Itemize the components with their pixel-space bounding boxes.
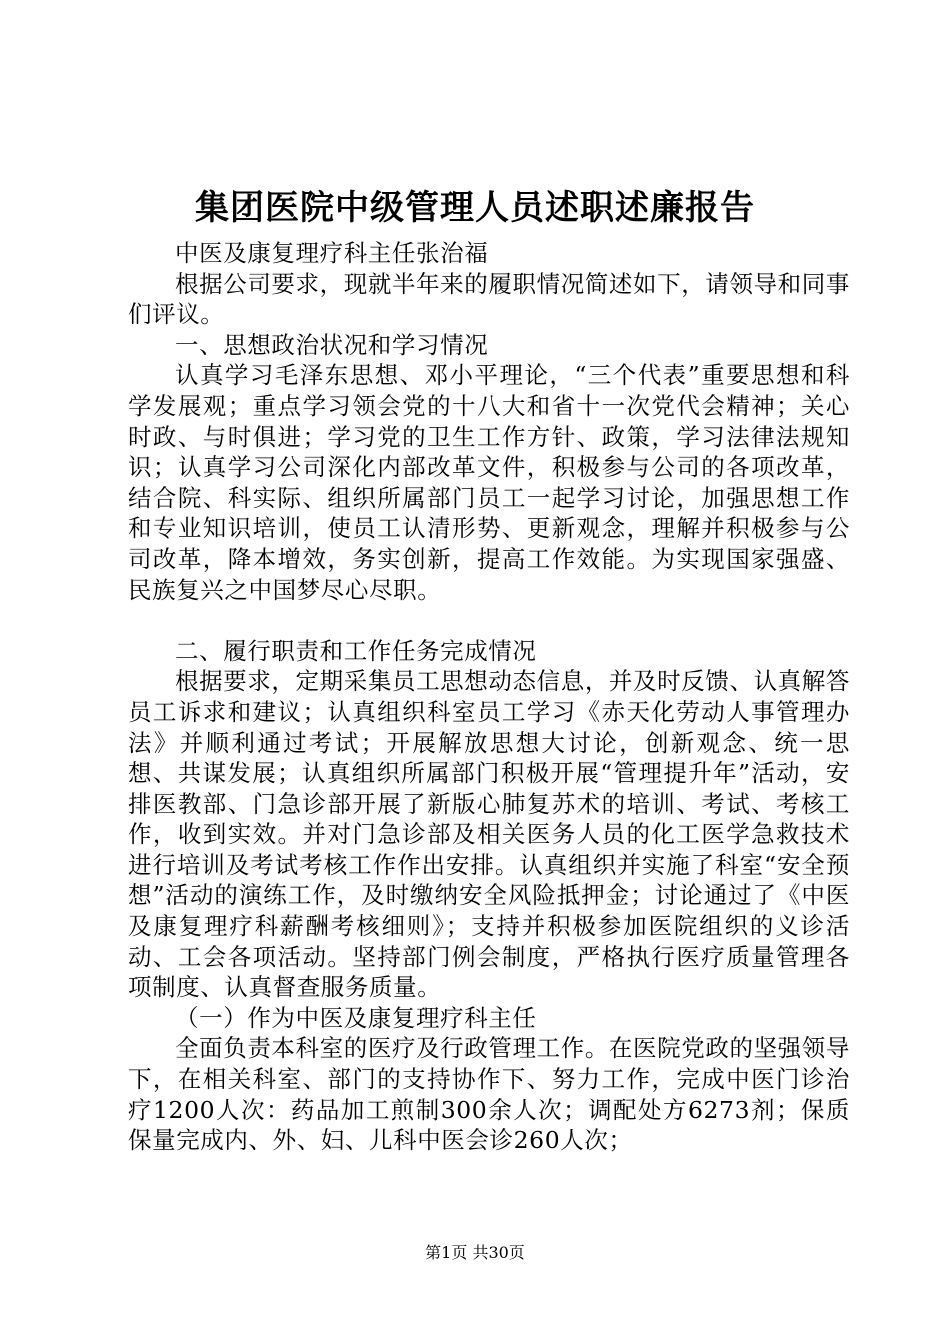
blank-line xyxy=(128,605,850,636)
intro-paragraph: 根据公司要求，现就半年来的履职情况简述如下，请领导和同事们评议。 xyxy=(128,269,850,329)
author-line: 中医及康复理疗科主任张治福 xyxy=(175,239,489,267)
document-title: 集团医院中级管理人员述职述廉报告 xyxy=(195,188,755,228)
page-footer: 第1页 共30页 xyxy=(425,1243,525,1262)
section-2-paragraph: 根据要求，定期采集员工思想动态信息，并及时反馈、认真解答员工诉求和建议；认真组织科室员工学习《赤天化劳动人事管理办法》并顺利通过考试；开展解放思想大讨论，创新观念、统一思想、共谋发展；认真组织所属部门积极开展“管理提升年”活动，安排医教部、门急诊部开展了新版心肺复苏术的培训、考试、考核工作，收到实效。并对门急诊部及相关医务人员的化工医学急救技术进行培训及考试考核工作作出安排。认真组织并实施了科室“安全预想”活动的演练工作，及时缴纳安全风险抵押金；讨论通过了《中医及康复理疗科薪酬考核细则》；支持并积极参加医院组织的义诊活动、工会各项活动。坚持部门例会制度，严格执行医疗质量管理各项制度、认真督查服务质量。 xyxy=(128,667,850,1002)
document-body xyxy=(128,238,850,1156)
subsection-1-paragraph: 全面负责本科室的医疗及行政管理工作。在医院党政的坚强领导下，在相关科室、部门的支持协作下、努力工作，完成中医门诊治疗1200人次：药品加工煎制300余人次；调配处方6273剂；保质保量完成内、外、妇、儿科中医会诊260人次； xyxy=(128,1034,850,1155)
section-1-paragraph: 认真学习毛泽东思想、邓小平理论，“三个代表”重要思想和科学发展观；重点学习领会党的十八大和省十一次党代会精神；关心时政、与时俱进；学习党的卫生工作方针、政策，学习法律法规知识；认真学习公司深化内部改革文件，积极参与公司的各项改革，结合院、科实际、组织所属部门员工一起学习讨论，加强思想工作和专业知识培训，使员工认清形势、更新观念，理解并积极参与公司改革，降本增效，务实创新，提高工作效能。为实现国家强盛、民族复兴之中国梦尽心尽职。 xyxy=(128,361,850,604)
section-heading-2: 二、履行职责和工作任务完成情况 xyxy=(175,636,537,665)
section-heading-1: 一、思想政治状况和学习情况 xyxy=(175,330,489,359)
subsection-heading-1: （一）作为中医及康复理疗科主任 xyxy=(175,1003,537,1032)
